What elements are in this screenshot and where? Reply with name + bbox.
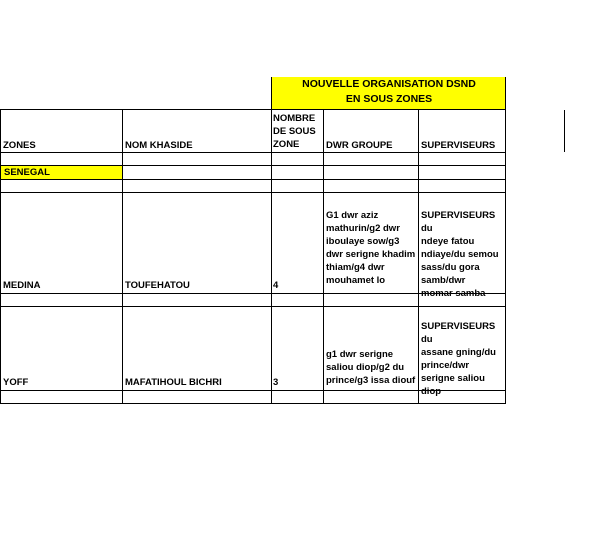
grid-line <box>0 306 506 307</box>
header-superviseurs: SUPERVISEURS <box>421 140 496 151</box>
grid-line <box>0 192 506 193</box>
row-yoff-zone: YOFF <box>3 377 29 388</box>
grid-line <box>0 403 506 404</box>
grid-line <box>122 109 123 404</box>
header-nombre-sous-zone: NOMBRE DE SOUS ZONE <box>273 113 316 150</box>
sheet-title-line2: EN SOUS ZONES <box>345 93 433 105</box>
row-yoff-dwr: g1 dwr serigne saliou diop/g2 du prince/g3 issa diouf <box>326 349 416 386</box>
row-medina-zone: MEDINA <box>3 280 41 291</box>
row-yoff-superviseurs: SUPERVISEURS du assane gning/du prince/dwr serigne saliou diop <box>421 321 496 397</box>
header-dwr-groupe: DWR GROUPE <box>326 140 393 151</box>
row-medina-dwr: G1 dwr aziz mathurin/g2 dwr ibouIaye sow/g3 dwr serigne khadim thiam/g4 dwr mouhamet lo <box>326 210 416 286</box>
grid-line <box>0 152 506 153</box>
region-cell: SENEGAL <box>1 166 122 179</box>
grid-line <box>0 109 506 110</box>
row-medina-nombre: 4 <box>273 280 279 291</box>
grid-line <box>0 109 1 404</box>
row-medina-superviseurs: SUPERVISEURS du ndeye fatou ndiaye/du semou sass/du gora samb/dwr momar samba <box>421 210 499 299</box>
row-yoff-khaside: MAFATIHOUL BICHRI <box>125 377 222 388</box>
grid-line <box>271 77 272 404</box>
grid-line <box>0 179 506 180</box>
grid-line <box>323 109 324 404</box>
row-medina-khaside: TOUFEHATOU <box>125 280 190 291</box>
grid-line <box>505 77 506 404</box>
row-yoff-nombre: 3 <box>273 377 279 388</box>
sheet-title-line1: NOUVELLE ORGANISATION DSND <box>302 78 476 90</box>
sheet-title <box>272 77 506 110</box>
header-zones: ZONES <box>3 140 36 151</box>
header-nom-khaside: NOM KHASIDE <box>125 140 193 151</box>
cell-cursor-line <box>564 110 565 152</box>
grid-line <box>418 109 419 404</box>
